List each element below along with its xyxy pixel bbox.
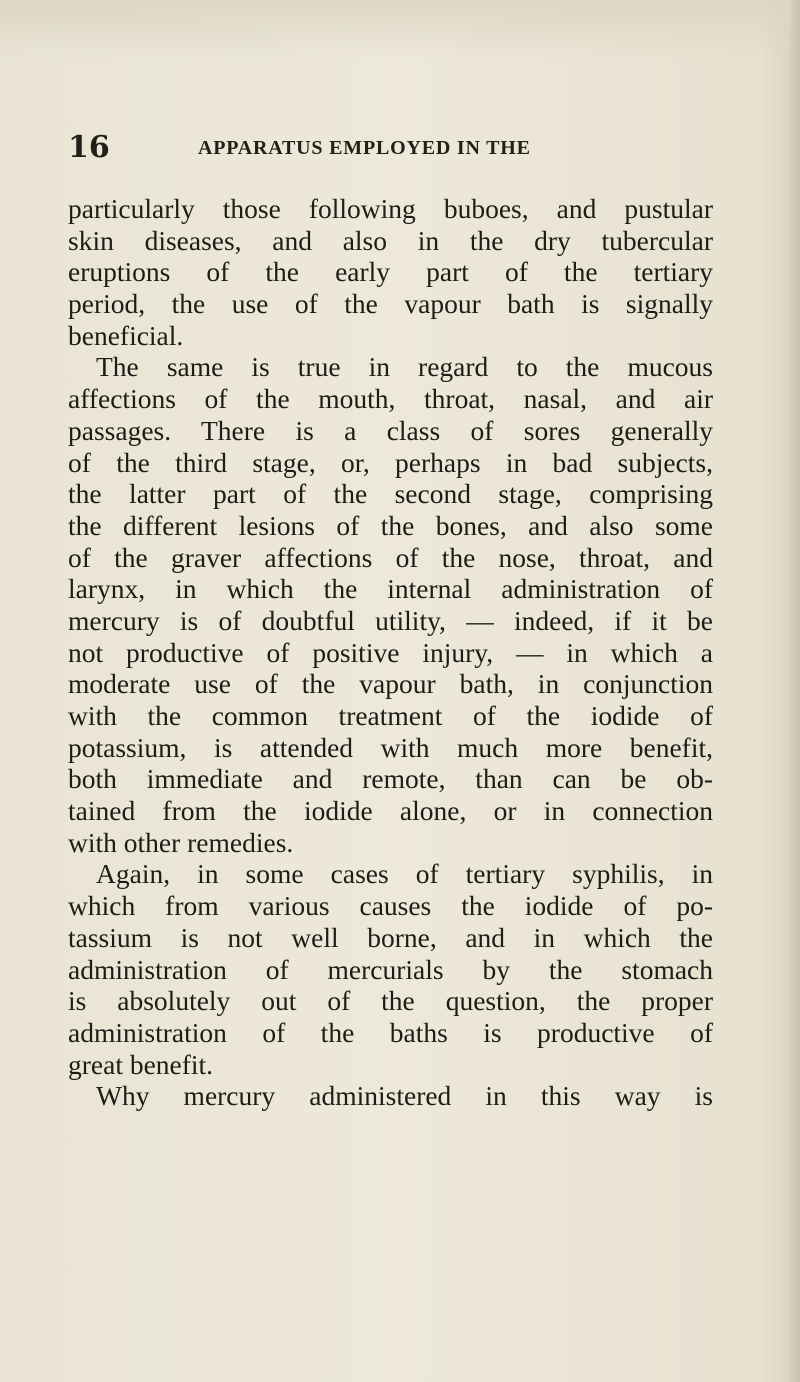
text-line: great benefit.	[68, 1048, 214, 1080]
text-line: administration of mercurials by the stomach	[68, 953, 713, 985]
text-line: Why mercury administered in this way is	[96, 1080, 713, 1112]
running-head: APPARATUS EMPLOYED IN THE	[198, 137, 531, 159]
text-line: with other remedies.	[68, 826, 294, 858]
text-line: the different lesions of the bones, and also some	[68, 509, 713, 541]
text-line: skin diseases, and also in the dry tubercular	[68, 224, 713, 256]
text-line: affections of the mouth, throat, nasal, and air	[68, 383, 713, 415]
text-line: administration of the baths is productive of	[68, 1016, 713, 1048]
page-top-shadow	[0, 0, 800, 60]
text-line: of the third stage, or, perhaps in bad subjects,	[68, 446, 713, 478]
text-line: passages. There is a class of sores generally	[68, 414, 713, 446]
text-line: tained from the iodide alone, or in connection	[68, 795, 713, 827]
text-line: mercury is of doubtful utility, — indeed, if it be	[68, 604, 713, 636]
text-line: which from various causes the iodide of po-	[68, 890, 713, 922]
text-line: tassium is not well borne, and in which the	[68, 921, 713, 953]
page-number: 16	[68, 130, 110, 165]
text-line: period, the use of the vapour bath is signally	[68, 288, 713, 320]
text-line: larynx, in which the internal administration of	[68, 573, 713, 605]
text-line: both immediate and remote, than can be ob-	[68, 763, 713, 795]
text-line: is absolutely out of the question, the proper	[68, 985, 713, 1017]
text-line: moderate use of the vapour bath, in conjunction	[68, 668, 713, 700]
text-line: with the common treatment of the iodide of	[68, 700, 713, 731]
text-line: The same is true in regard to the mucous	[96, 351, 713, 383]
page-edge-shadow	[788, 0, 800, 1382]
body-text	[68, 193, 713, 1112]
page-header	[68, 128, 718, 168]
text-line: potassium, is attended with much more benefit,	[68, 731, 713, 763]
text-line: not productive of positive injury, — in which a	[68, 636, 713, 668]
text-line: the latter part of the second stage, comprising	[68, 478, 713, 510]
text-line: Again, in some cases of tertiary syphilis, in	[96, 858, 713, 890]
text-line: particularly those following buboes, and pustular	[68, 193, 713, 224]
text-line: beneficial.	[68, 319, 184, 351]
text-line: of the graver affections of the nose, throat, and	[68, 541, 713, 573]
text-line: eruptions of the early part of the tertiary	[68, 256, 713, 288]
